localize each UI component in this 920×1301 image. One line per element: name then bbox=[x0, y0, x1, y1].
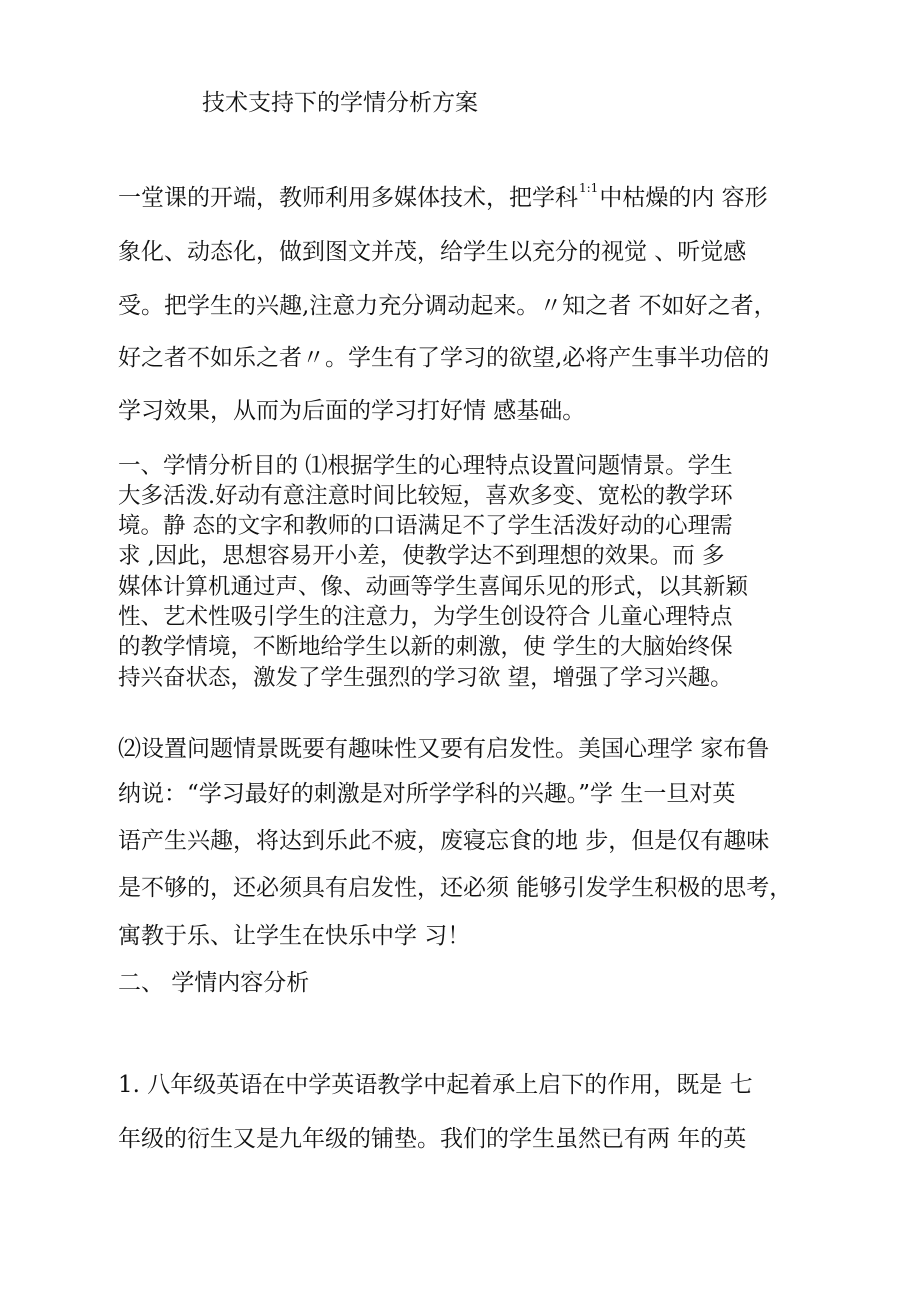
section2-line-1: 1. 八年级英语在中学英语教学中起着承上启下的作用，既是 七 bbox=[118, 1072, 753, 1098]
document-title: 技术支持下的学情分析方案 bbox=[202, 90, 478, 116]
section1-line-5: 媒体计算机通过声、像、动画等学生喜闻乐见的形式，以其新颖 bbox=[118, 574, 749, 600]
section1-line-6: 性、艺术性吸引学生的注意力，为学生创设符合 儿童心理特点 bbox=[118, 604, 733, 630]
section1-line-1: 一、学情分析目的 ⑴根据学生的心理特点设置问题情景。学生 bbox=[118, 453, 733, 479]
section1b-line-3: 语产生兴趣，将达到乐此不疲，废寝忘食的地 步，但是仅有趣味 bbox=[118, 828, 770, 854]
section1-line-7: 的教学情境，不断地给学生以新的刺激，使 学生的大脑始终保 bbox=[118, 634, 733, 660]
intro-line-1 bbox=[118, 183, 768, 216]
section1-line-8: 持兴奋状态，激发了学生强烈的学习欲 望，增强了学习兴趣。 bbox=[118, 665, 733, 691]
intro-line-1-text-cont: 中枯燥的内 容形 bbox=[599, 185, 768, 211]
section2-line-2: 年级的衍生又是九年级的铺垫。我们的学生虽然已有两 年的英 bbox=[118, 1126, 747, 1152]
intro-line-5: 学习效果，从而为后面的学习打好情 感基础。 bbox=[118, 398, 586, 424]
section1b-line-4: 是不够的，还必须具有启发性，还必须 能够引发学生积极的思考， bbox=[118, 875, 793, 901]
section1-line-2: 大多活泼.好动有意注意时间比较短，喜欢多变、宽松的教学环 bbox=[118, 483, 733, 509]
section2-heading: 二、 学情内容分析 bbox=[118, 970, 310, 996]
section1-line-4: 求 ,因此，思想容易开小差，使教学达不到理想的效果。而 多 bbox=[118, 543, 725, 569]
intro-line-1-text: 一堂课的开端，教师利用多媒体技术，把学科 bbox=[118, 185, 578, 211]
footnote-marker: 1:1 bbox=[579, 181, 599, 195]
intro-line-2: 象化、动态化，做到图文并茂，给学生以充分的视觉 、听觉感 bbox=[118, 239, 747, 265]
section1b-line-2: 纳说：“学习最好的刺激是对所学学科的兴趣。”学 生一旦对英 bbox=[118, 781, 736, 807]
intro-line-3: 受。把学生的兴趣,注意力充分调动起来。〃知之者 不如好之者， bbox=[118, 293, 777, 319]
section1b-line-1: ⑵设置问题情景既要有趣味性又要有启发性。美国心理学 家布鲁 bbox=[118, 736, 770, 762]
intro-line-4: 好之者不如乐之者〃。学生有了学习的欲望,必将产生事半功倍的 bbox=[118, 345, 770, 371]
section1-line-3: 境。静 态的文字和教师的口语满足不了学生活泼好动的心理需 bbox=[118, 513, 733, 539]
section1b-line-5: 寓教于乐、让学生在快乐中学 习！ bbox=[118, 923, 471, 949]
